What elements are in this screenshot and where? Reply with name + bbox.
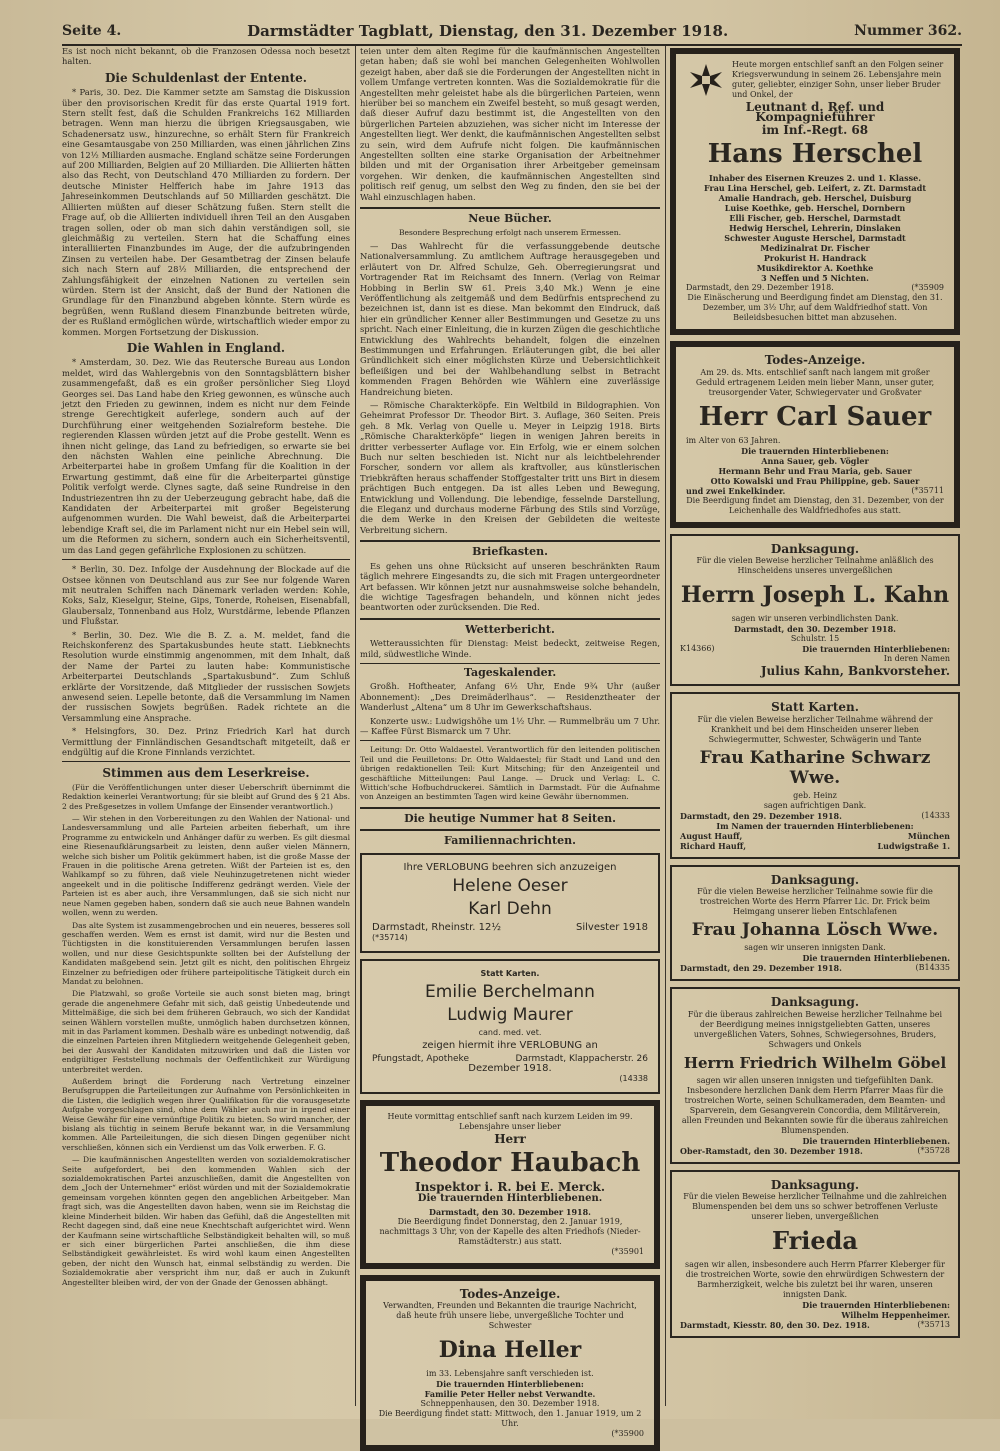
mourner: Richard Hauff, [680,840,747,851]
mourner: Amalie Handrach, geb. Herschel, Duisburg [718,193,912,204]
deceased-name: Herr Carl Sauer [698,401,932,432]
notice-line: Heute morgen entschlief sanft an den Folgen seiner Kriegsverwundung in seinem 26. Lebensjahre mein guter, geliebter, einziger Sohn, unser lieber Bruder und Onkel, der [732,60,944,99]
divider [360,829,660,831]
mourners: Die trauernden Hinterbliebenen. [417,1193,603,1205]
article-text: Außerdem bringt die Forderung nach Vertretung einzelner Berufsgruppen die Parteileitungen zur Aufnahme von Persönlichkeiten in die Listen, die lediglich wegen ihrer Qualifikation für die vorausgesetzte Aufgabe vorgeschlagen sind, ohne dem Wähler auch nur in irgend einer Weise Gewähr für eine vernünftige Politik zu bieten. So wird mancher, der bislang als tüchtig in seinem Berufe bekannt war, in die Versammlung kommen. Alle Parteileitungen, die sich diesen Dingen gegenüber nicht verschließen, können sich ein Verdienst um das Volk erwerben. F. G. [62,1077,350,1152]
death-notice-herschel [670,48,960,335]
engagement-notice-berchelmann-maurer [360,959,660,1094]
mourner-place: Ludwigstraße 1. [877,840,950,851]
notice-line: sagen wir allen unseren innigsten und tiefgefühlten Dank. Insbesondere herzlichen Dank dem Herrn Pfarrer Maas für die trostreichen Worte, seinen Schulkameraden, dem Beamten- und Sparverein, dem Gesangverein Concordia, dem Militärverein, allen Freunden und Bekannten sowie für die überaus zahlreichen Blumenspenden. [681,1075,949,1135]
notice-date: Darmstadt, den 30. Dezember 1918. [429,1206,591,1217]
ad-code: (*35909 [911,283,944,293]
notice-date: Schneppenhausen, den 30. Dezember 1918. [420,1399,600,1409]
article-text: Wetteraussichten für Dienstag: Meist bedeckt, zeitweise Regen, mild, südwestliche Winde. [360,638,660,659]
divider [62,761,350,762]
ad-code: (14338 [619,1073,648,1083]
death-notice-haubach [360,1100,660,1269]
notice-line: sagen wir allen, insbesondere auch Herrn Pfarrer Kleberger für die trostreichen Worte, sowie den ehrwürdigen Schwestern der Barmherzigkeit, welche bis zuletzt bei ihr waren, unseren innigsten Dank. [685,1260,945,1300]
mourners: Die trauernden Hinterbliebenen: [436,1379,584,1390]
thanks-notice-schwarz [670,692,960,858]
death-notice-sauer [670,341,960,527]
divider [360,663,660,664]
ad-code: (*35711 [911,485,944,495]
section-note: Besondere Besprechung erfolgt nach unserem Ermessen. [398,227,622,237]
notice-header: Todes-Anzeige. [459,1286,561,1301]
signatory: Julius Kahn, Bankvorsteher. [760,664,950,679]
divider [360,540,660,542]
notice-line: Für die vielen Beweise herzlicher Teilnahme sowie für die trostreichen Worte des Herrn Pfarrer Lic. Dr. Frick beim Heimgang unserer lieben Entschlafenen [697,887,933,917]
ad-code: (*35714) [372,932,408,942]
notice-line: Für die vielen Beweise herzlicher Teilnahme anläßlich des Hinscheidens unseres unvergeßlichen [696,556,934,576]
notice-place: Darmstadt, Klappacherstr. 26 [515,1053,648,1064]
mourner: Luise Koethke, geb. Herschel, Dornbern [724,203,906,214]
headline-neue-buecher: Neue Bücher. [468,212,552,226]
thanks-notice-frieda [670,1170,960,1338]
article-text: * Berlin, 30. Dez. Wie die B. Z. a. M. meldet, fand die Reichskonferenz des Spartakusbundes heute statt. Liebknechts Resolution wurde einstimmig angenommen, mit dem Inhalt, daß der Name der Partei zu lauten habe: Kommunistische Arbeiterpartei Deutschlands „Spartakusbund“. Zum Schluß erklärte der Vorsitzende, daß Mitglieder der russischen Sowjets anwesend seien. Lepelle betonte, daß die Versammlung im Namen der russischen Sowjets begrüßen. Radek richtete an die Versammlung eine Ansprache. [62,629,350,723]
headline-wahlen-england: Die Wahlen in England. [126,340,286,355]
deceased-name: Frau Johanna Lösch Wwe. [691,920,939,941]
deceased-title: Inspektor i. R. bei E. Merck. [414,1180,606,1195]
mourner: Medizinalrat Dr. Fischer [760,243,870,254]
imprint: Leitung: Dr. Otto Waldaestel. Verantwortlich für den leitenden politischen Teil und die Feuilletons: Dr. Otto Waldaestel; für Stadt und Land und den übrigen redaktionellen Teil: Kurt Mitsching; für den Anzeigenteil und geschäftliche Mitteilungen: Paul Lange. — Druck und Verlag: L. C. Wittich'sche Hofbuchdruckerei. Sämtlich in Darmstadt. Für die Aufnahme von Anzeigen an bestimmten Tagen wird keine Gewähr übernommen. [360,745,660,802]
funeral-info: Die Beerdigung findet Donnerstag, den 2. Januar 1919, nachmittags 3 Uhr, von der Kapelle des alten Friedhofs (Nieder-Ramstädterstr.) aus statt. [379,1216,641,1246]
person-name: Ludwig Maurer [447,1004,573,1025]
deceased-age: im Alter von 63 Jahren. [686,435,781,445]
article-text: Es gehen uns ohne Rücksicht auf unseren beschränkten Raum täglich mehrere Eingesandts zu, die sich mit Fragen untergeordneter Art befassen. Wir können jetzt nur ausnahmsweise solche behandeln, die wichtige Tagesfragen behandeln, und können nicht jedes beantworten oder zurücksenden. Die Red. [360,560,660,613]
signatory: Wilhelm Heppenheimer. [841,1310,950,1321]
column-middle [360,46,660,1439]
ad-code: (B14335 [915,963,950,973]
mourner: Musikdirektor A. Koethke [756,263,874,274]
notice-line: Für die vielen Beweise herzlicher Teilnahme und die zahlreichen Blumenspenden bei dem uns so schwer betroffenen Verluste unserer lieben, unvergeßlichen [683,1192,947,1222]
mourner: Prokurist H. Handrack [763,253,867,264]
notice-line: In deren Namen [883,654,950,664]
notice-date: Darmstadt, den 30. Dezember 1918. [734,624,896,635]
mourners: Die trauernden Hinterbliebenen: [741,445,889,456]
thanks-notice-goebel [670,987,960,1163]
mourner: Schwester Auguste Herschel, Darmstadt [724,233,906,244]
notice-place: Darmstadt, Rheinstr. 12½ [372,921,502,933]
person-name: Karl Dehn [468,898,552,919]
article-text: * Amsterdam, 30. Dez. Wie das Reutersche Bureau aus London meldet, wird das Wahlergebnis von den Sonntagsblättern bisher zusammengefaßt, daß es ein großer persönlicher Sieg Lloyd Georges sei. Das Land habe den Krieg gewonnen, es wünsche auch jetzt den Frieden zu gewinnen, indem es nicht nur dem Feinde strenge Gerechtigkeit auferlege, sondern auch auf der Durchführung einer weitgehenden Sozialreform bestehe. Die regierenden Klassen würden jetzt auf die Probe gestellt. Wenn es ihnen nicht gelinge, das Land zu befriedigen, so erwarte sie bei den nächsten Wahlen eine peinliche Abrechnung. Die Arbeiterpartei habe in großem Umfang für die Koalition in der Erwartung gestimmt, daß eine für die Arbeiterpartei günstige Politik verfolgt werde. Clynes sagte, daß seine Rundreise in den Industriezentren ihn zu der Ueberzeugung gebracht habe, daß die Kandidaten der Arbeiterpartei mit großer Begeisterung aufgenommen wurden. Die Wahl beweist, daß die Arbeiterpartei lebendige Kraft sei, die im Parlament nicht nur ein Hebel sein will, um die Reformen zu sichern, sondern auch ein Sicherheitsventil, um das Land gegen gefährliche Explosionen zu schützen. [62,357,350,555]
divider [360,618,660,620]
decoration-note: Inhaber des Eisernen Kreuzes 2. und 1. Klasse. [708,173,921,184]
iron-cross-icon [686,60,726,100]
notice-line: Ihre VERLOBUNG beehren sich anzuzeigen [403,861,617,873]
article-text: Großh. Hoftheater, Anfang 6½ Uhr, Ende 9¾ Uhr (außer Abonnement): „Des Dreimäderlhaus“. — Residenztheater der Wanderlust „Altena“ um 8 Uhr im Gewerkschaftshaus. [360,681,660,713]
headline-schuldenlast: Die Schuldenlast der Entente. [105,70,307,85]
funeral-info: Die Beerdigung findet am Dienstag, den 31. Dezember, von der Leichenhalle des Waldfriedhofes aus statt. [686,495,944,515]
headline-familiennachrichten: Familiennachrichten. [444,834,576,848]
deceased-name: Frieda [772,1226,858,1256]
ad-code: (*35728 [917,1145,950,1155]
notice-line: Verwandten, Freunden und Bekannten die traurige Nachricht, daß heute früh unsere liebe, unvergeßliche Tochter und Schwester [383,1301,637,1331]
engagement-notice-oeser-dehn [360,853,660,953]
column-rule [665,46,666,1406]
article-text: — Das Wahlrecht für die verfassunggebende deutsche Nationalversammlung. Zu amtlichem Auftrage herausgegeben und erläutert von Dr. Alfred Schulze, Geh. Oberregierungsrat und Vortragender Rat im Reichsamt des Innern. (Verlag von Reimar Hobbing in Berlin SW 61. Preis 3,40 Mk.) Wenn je eine Veröffentlichung als zeitgemäß und dem Bedürfnis entsprechend zu bezeichnen ist, dann ist es diese. Man bekommt den Eindruck, daß hier ein gründlicher Kenner aller Bestimmungen und Gesetze zu uns spricht. Nach einer Einleitung, die in kurzen Zügen die geschichtliche Entwicklung des Wahlrechts behandelt, folgen die einzelnen Bestimmungen und Erfahrungen. Erläuterungen gibt, die bei aller Gründlichkeit sich einer möglichsten Kürze und Uebersichtlichkeit befleißigen und bei der Wahlbehandlung selbst in Betracht kommenden Fragen Behörden wie Wählern eine zuverlässige Handreichung bieten. [360,240,660,397]
deceased-name: Theodor Haubach [379,1148,641,1179]
notice-line: im 33. Lebensjahre sanft verschieden ist. [426,1369,594,1379]
notice-date: Dezember 1918. [468,1062,552,1074]
masthead-line: Darmstädter Tagblatt, Dienstag, den 31. Dezember 1918. [247,22,729,40]
article-text: — Wir stehen in den Vorbereitungen zu den Wahlen der National- und Landesversammlung und alle Parteien arbeiten fieberhaft, um ihre Programme zu entwickeln und Anhänger dafür zu werben. Es gilt diesmal eine Riesenaufklärungsarbeit zu leisten, denn außer vielen Männern, welche sich bisher um Politik gekümmert haben, ist die große Masse der Frauen in die politische Arena getreten. Wißt der Parteien ist es, den Wahlkampf so zu führen, daß viele Neuhinzugetretenen nicht wieder angeekelt und in die politische Indifferenz gedrängt werden. Viele der Parteien ist es aber auch, ihre Versammlungen, daß sie sich nicht nur neue Namen gegeben haben, sondern daß sie auch neue Bahnen wandeln wollen, wenn zu werden. [62,814,350,918]
mourner: Frau Lina Herschel, geb. Leifert, z. Zt. Darmstadt [703,183,927,194]
divider [360,740,660,741]
notice-line: Für die überaus zahlreichen Beweise herzlicher Teilnahme bei der Beerdigung meines innigstgeliebten Gatten, unseres unvergeßlichen Vaters, Sohnes, Schwiegersohnes, Bruders, Schwagers und Onkels [687,1009,943,1049]
mourner: Otto Kowalski und Frau Philippine, geb. Sauer [710,475,920,486]
divider [360,207,660,209]
ad-code: (*35713 [917,1320,950,1330]
mourner: und zwei Enkelkinder. [686,485,786,496]
person-name: Helene Oeser [452,875,568,896]
notice-line: sagen wir unseren verbindlichsten Dank. [731,614,899,624]
mourners: Die trauernden Hinterbliebenen: [802,644,950,655]
notice-header: Todes-Anzeige. [764,353,866,368]
ad-code: (*35900 [611,1429,644,1439]
notice-date: Ober-Ramstadt, den 30. Dezember 1918. [680,1145,863,1156]
death-notice-heller [360,1275,660,1451]
deceased-rank: Leutnant d. Ref. und Kompagnieführer [745,100,885,125]
deceased-name: Frau Katharine Schwarz Wwe. [699,747,931,788]
issue-number: Nummer 362. [854,23,962,39]
article-text: * Helsingfors, 30. Dez. Prinz Friedrich Karl hat durch Vermittlung der Finnländischen Gesandtschaft mitgeteilt, daß er endgültig auf die Krone Finnlands verzichtet. [62,726,350,757]
address: Schulstr. 15 [790,634,840,644]
notice-header: Danksagung. [770,541,860,556]
funeral-info: Die Einäscherung und Beerdigung findet am Dienstag, den 31. Dezember, um 3½ Uhr, auf dem Waldfriedhof statt. Von Beileidsbesuchen bittet man abzusehen. [687,293,943,323]
notice-header: Danksagung. [770,872,860,887]
notice-line: sagen wir unseren innigsten Dank. [744,943,886,953]
person-name: Emilie Berchelmann [425,981,595,1002]
divider [360,807,660,809]
article-text: teien unter dem alten Regime für die kaufmännischen Angestellten getan haben; daß sie wohl bei manchen Gelegenheiten Wohlwollen gezeigt haben, aber daß sie die Forderungen der Angestellten nicht in vollem Umfange vertreten konnten. Was die Sozialdemokratie für die Angestellten mehr geleistet habe als die bürgerlichen Parteien, wenn hierüber bei so manchem ein Zweifel besteht, so muß gesagt werden, daß dieser Aufruf dazu bestimmt ist, die Angestellten von den bürgerlichen Parteien abzuziehen, was sicher nicht im Interesse der Angestellten liegt. Wer denkt, die kaufmännischen Angestellten selbst zu sein, wird dem Aufrufe nicht folgen. Die kaufmännischen Angestellten sollten eine starke Organisation der Arbeitnehmer bilden und mit der Organisation ihrer Arbeitgeber gemeinsam vorgehen. Wir denken, die kaufmännischen Angestellten sind politisch reif genug, um selbst den Weg zu finden, den sie bei der Wahl einzuschlagen haben. [360,46,660,202]
notice-line: Am 29. ds. Mts. entschlief sanft nach langem mit großer Geduld ertragenem Leiden mein lieber Mann, unser guter, treusorgender Vater, Schwiegervater und Großvater [695,367,935,397]
mourner: Hermann Behr und Frau Maria, geb. Sauer [718,465,912,476]
notice-date: Darmstadt, den 29. Dezember 1918. [686,283,834,293]
deceased-name: Herrn Joseph L. Kahn [680,582,950,609]
notice-header: Statt Karten. [480,968,540,978]
notice-line: Heute vormittag entschlief sanft nach kurzem Leiden im 99. Lebensjahre unser lieber [387,1111,633,1131]
mourners: Familie Peter Heller nebst Verwandte. [424,1389,596,1400]
mourner: Hedwig Herschel, Lehrerin, Dinslaken [729,223,901,234]
notice-line: zeigen hiermit ihre VERLOBUNG an [422,1039,598,1051]
mourner: Anna Sauer, geb. Vögler [761,455,869,466]
birth-name: geb. Heinz [793,790,837,800]
ad-code: K14366) [680,644,715,654]
notice-date: Darmstadt, den 29. Dezember 1918. [680,963,842,974]
article-text: Konzerte usw.: Ludwigshöhe um 1½ Uhr. — Rummelbräu um 7 Uhr. — Kaffee Fürst Bismarck um 7 Uhr. [360,715,660,736]
notice-header: Danksagung. [770,995,860,1010]
article-text: * Paris, 30. Dez. Die Kammer setzte am Samstag die Diskussion über den provisorischen Kredit für das erste Quartal 1919 fort. Stern stellt fest, daß die Schulden Frankreichs 162 Milliarden betragen. Wenn man hierzu die übrigen Kriegsausgaben, wie Schadenersatz usw., hinzurechne, so erhält Stern für Frankreich eine Gesamtausgabe von 250 Milliarden, was einen jährlichen Zins von 12½ Milliarden ausmache. England schätze seine Forderungen auf 200 Milliarden, Belgien auf 20 Milliarden. Die Alliierten hätten also das Recht, von Deutschland 470 Milliarden zu fordern. Der deutsche Minister Helfferich habe im Jahre 1913 das Jahreseinkommen Deutschlands auf 50 Milliarden geschätzt. Die Alliierten müßten auf dieser Schätzung fußen. Stern stellt die Frage auf, ob die Alliierten individuell ihren Teil an den Ausgaben tragen sollen, oder ob man sich dahin verständigen soll, sie gleichmäßig zu verteilen. Stern hat die Schaffung eines interalliierten Finanzbundes im Auge, der die aufzubringenden Zinsen zu verteilen habe. Der Gesamtbetrag der Zinsen belaufe sich nach Stern auf 28½ Milliarden, die entsprechend der Zahlungsfähigkeit der einzelnen Nationen zu verteilen sein würden. Stern ist der Ansicht, daß der Bund der Nationen die Grundlage für den Finanzbund abgeben könnte. Stern würde es begrüßen, wenn Rußland diesem Finanzbunde beitreten würde, der es Rußland ermöglichen würde, wirtschaftlich wieder empor zu kommen. Morgen Fortsetzung der Diskussion. [62,87,350,337]
article-text: — Römische Charakterköpfe. Ein Weltbild in Bildographien. Von Geheimrat Professor Dr. Theodor Birt. 3. Auflage, 360 Seiten. Preis geh. 8 Mk. Verlag von Quelle u. Meyer in Leipzig 1918. Birts „Römische Charakterköpfe“ liegen in wenigen Jahren bereits in dritter verbesserter Auflage vor. Ein Erfolg, wie er einem solchen Buch nur selten beschieden ist. Nicht nur als leichtbelehrender Forscher, sondern vor allem als kraftvoller, aus künstlerischen Triebkräften heraus schaffender Stoffgestalter tritt uns Birt in diesem prächtigen Buch entgegen. Da ist alles Leben und Bewegung, Entwicklung und Vollendung. Die lebendige, fesselnde Darstellung, die Eleganz und durchaus moderne Färbung des Stils sind Vorzüge, die dem Werke in den Kreisen der Gebildeten die weiteste Verbreitung sichern. [360,400,660,535]
column-rule [355,46,356,1406]
thanks-notice-loesch [670,865,960,981]
mourner: August Hauff, [680,830,743,841]
column-right [670,46,960,1406]
mourners: Die trauernden Hinterbliebenen: [802,1300,950,1311]
funeral-info: Die Beerdigung findet statt: Mittwoch, den 1. Januar 1919, um 2 Uhr. [378,1409,642,1429]
mourners: Die trauernden Hinterbliebenen. [802,1135,950,1146]
mourner: Elli Fischer, geb. Herschel, Darmstadt [729,213,901,224]
article-text: — Die kaufmännischen Angestellten werden von sozialdemokratischer Seite aufgefordert, bei den kommenden Wahlen sich der sozialdemokratischen Partei anzuschließen, damit die Angestellten von dem „Joch der Unternehmer“ erlöst würden und mit der Sozialdemokratie gemeinsam vorgehen könnten gegen den angeblichen Arbeitgeber. Man fragt sich, was die Angestellten davon haben, wenn sie im Reichstag die kleine Minderheit bilden. Wir haben das Gefühl, daß die Angestellten mit Recht dagegen sind, daß eine neue Knechtschaft aufgerichtet wird. Wenn der Kaufmann seine wirtschaftliche Selbständigkeit behalten will, so muß er sich einer bürgerlichen Partei anschließen, die ihm diese Selbständigkeit gewährleistet. Es wird wohl kaum einen Angestellten geben, der nicht den Wunsch hat, einmal selbständig zu werden. Die Sozialdemokratie aber verspricht ihm nur, daß er auch in Zukunft Angestellter bleiben wird, der von der Gnade der Genossen abhängt. [62,1155,350,1287]
headline-leserkreise: Stimmen aus dem Leserkreise. [102,766,310,781]
mourners: Im Namen der trauernden Hinterbliebenen: [716,820,914,831]
deceased-name: Dina Heller [438,1337,582,1364]
headline-wetterbericht: Wetterbericht. [465,622,555,636]
notice-line: Für die vielen Beweise herzlicher Teilnahme während der Krankheit und bei dem Hinscheiden unserer lieben Schwiegermutter, Schwester, Schwägerin und Tante [697,714,933,744]
notice-place: Pfungstadt, Apotheke [372,1053,469,1064]
mourners: Die trauernden Hinterbliebenen. [802,953,950,964]
editorial-note: (Für die Veröffentlichungen unter dieser Ueberschrift übernimmt die Redaktion keinerlei Verantwortung; für sie bleibt auf Grund des § 21 Abs. 2 des Preßgesetzes in vollem Umfange der Einsender verantwortlich.) [62,782,350,811]
ad-code: (*35901 [611,1246,644,1256]
article-text: Es ist noch nicht bekannt, ob die Franzosen Odessa noch besetzt halten. [62,46,350,67]
ad-code: (14333 [921,810,950,820]
page-header [62,18,962,46]
column-left [62,46,350,1406]
page-number: Seite 4. [62,23,122,39]
deceased-rank: im Inf.-Regt. 68 [761,122,869,137]
article-text: Das alte System ist zusammengebrochen und ein neueres, besseres soll geschaffen werden. Wem es ernst ist damit, wird nur die Besten und Tüchtigsten in die konstituierenden Versammlungen berufen lassen wollen, und nur diese Gesichtspunkte sollten bei der Aufstellung der Kandidaten maßgebend sein. Jetzt gilt es nicht, den politischen Ehrgeiz Einzelner zu befriedigen oder frühere parteipolitische Tätigkeit durch ein Mandat zu belohnen. [62,920,350,986]
mourner-place: München [907,830,950,841]
notice-date: Darmstadt, Kiesstr. 80, den 30. Dez. 1918. [680,1320,870,1331]
headline-briefkasten: Briefkasten. [472,545,548,559]
divider [62,559,350,560]
deceased-name: Herrn Friedrich Wilhelm Göbel [683,1053,947,1072]
article-text: Die Platzwahl, so große Vorteile sie auch sonst bieten mag, bringt gerade die angenehmere Gefahr mit sich, daß geistig Unbedeutende und Mittelmäßige, die sich bei dem früheren Gebrauch, wo sich der Kandidat seinen Wählern vorstellen mußte, unmöglich haben durchsetzen können, mit in das Parlament kommen. Deshalb wäre es unbedingt notwendig, daß die einzelnen Parteien ihren Mitgliedern weitgehende Gelegenheit geben, bei der Auswahl der Kandidaten mitzuwirken und daß die Listen vor endgültiger Feststellung nochmals der Oeffentlichkeit zur Würdigung unterbreitet werden. [62,989,350,1074]
issue-pages-note: Die heutige Nummer hat 8 Seiten. [404,811,616,825]
person-title: cand. med. vet. [478,1027,542,1037]
honorific: Herr [494,1131,526,1146]
notice-date: Silvester 1918 [576,921,648,933]
deceased-name: Hans Herschel [707,139,923,170]
notice-header: Danksagung. [770,1177,860,1192]
article-text: * Berlin, 30. Dez. Infolge der Ausdehnung der Blockade auf die Ostsee können von Deutschland aus zur See nur folgende Waren mit neutralen Schiffen nach Dänemark verladen werden: Kohle, Koks, Salz, Kieselgur, Steine, Gips, Tonerde, Roheisen, Eisenabfall, Glaubersalz, Tonnenband aus Holz, Wurstdärme, lebende Pflanzen und Flußstar. [62,564,350,627]
notice-header: Statt Karten. [771,700,859,715]
thanks-notice-kahn [670,534,960,687]
mourner: 3 Neffen und 5 Nichten. [761,273,869,284]
headline-tageskalender: Tageskalender. [463,665,557,679]
notice-date: Darmstadt, den 29. Dezember 1918. [680,810,842,821]
notice-line: sagen aufrichtigen Dank. [763,800,867,810]
